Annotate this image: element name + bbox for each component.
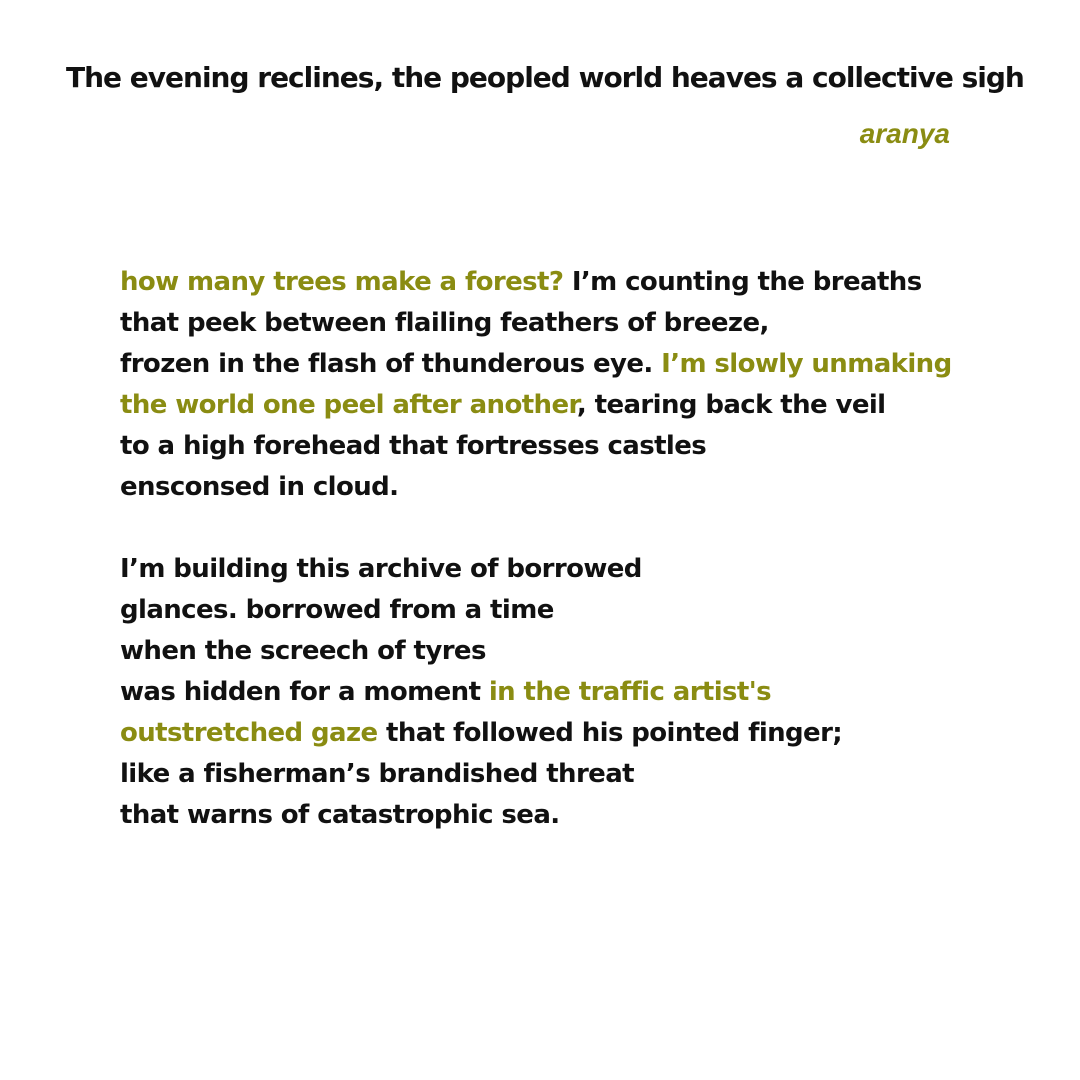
line-text: , tearing back the veil <box>576 390 886 420</box>
line-text: like a fisherman’s brandished threat <box>120 759 634 789</box>
line-text: to a high forehead that fortresses castles <box>120 431 707 461</box>
line-text: that followed his pointed finger; <box>377 718 843 748</box>
line-text: when the screech of tyres <box>120 636 486 666</box>
poem-line <box>120 303 1020 344</box>
poem-line <box>120 385 1020 426</box>
highlighted-phrase: outstretched gaze <box>120 718 378 748</box>
line-text: frozen in the flash of thunderous eye. <box>120 349 662 379</box>
poem-line <box>120 631 1020 672</box>
stanza <box>120 262 1020 508</box>
poem-line <box>120 590 1020 631</box>
highlighted-phrase: the world one peel after another <box>120 390 577 420</box>
line-text: I’m counting the breaths <box>563 267 922 297</box>
line-text: ensconsed in cloud. <box>120 472 399 502</box>
poem-line <box>120 795 1020 836</box>
poem-title: The evening reclines, the peopled world heaves a collective sigh <box>66 61 1024 94</box>
poem-body <box>120 262 1020 836</box>
line-text: that peek between flailing feathers of breeze, <box>120 308 769 338</box>
highlighted-phrase: I’m slowly unmaking <box>661 349 952 379</box>
stanza <box>120 549 1020 836</box>
poem-line <box>120 549 1020 590</box>
poem-line <box>120 672 1020 713</box>
highlighted-phrase: in the traffic artist's <box>488 677 771 707</box>
poem-line <box>120 344 1020 385</box>
author-name: aranya <box>859 118 950 149</box>
poem-line <box>120 426 1020 467</box>
stanza-gap <box>120 508 1020 549</box>
line-text: that warns of catastrophic sea. <box>120 800 560 830</box>
highlighted-phrase: how many trees make a forest? <box>120 267 564 297</box>
line-text: glances. borrowed from a time <box>120 595 554 625</box>
line-text: was hidden for a moment <box>120 677 489 707</box>
poem-line <box>120 713 1020 754</box>
poem-line <box>120 754 1020 795</box>
poem-line <box>120 467 1020 508</box>
line-text: I’m building this archive of borrowed <box>120 554 642 584</box>
poem-line <box>120 262 1020 303</box>
